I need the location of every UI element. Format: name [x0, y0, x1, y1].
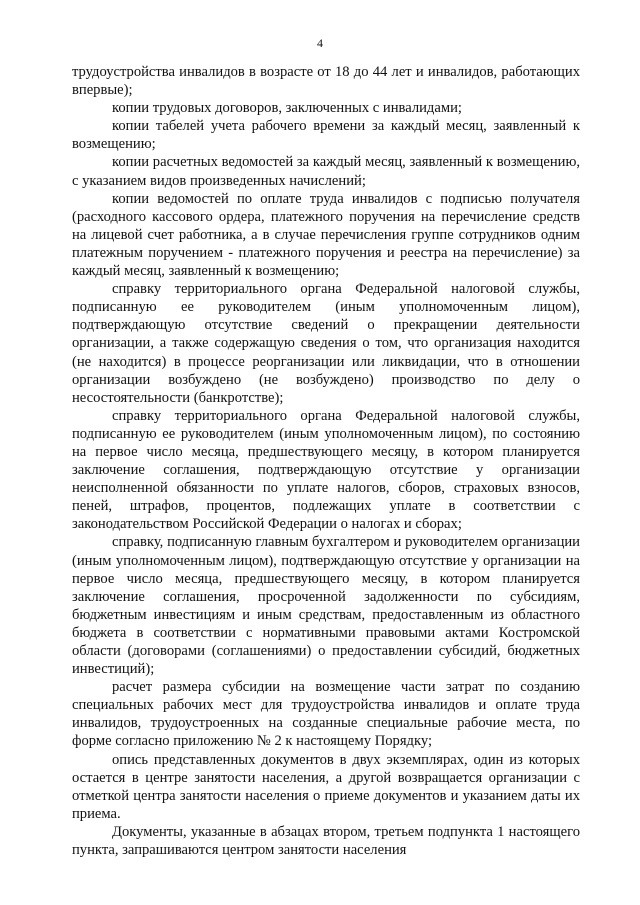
paragraph-continuation: трудоустройства инвалидов в возрасте от 18 до 44 лет и инвалидов, работающих впервые);	[72, 64, 580, 99]
paragraph-tax-certificate-activity: справку территориального органа Федеральной налоговой службы, подписанную ее руководителем (иным уполномоченным лицом), подтверждающую отсутствие сведений о прекращении деятельности организации, а также содержащую сведения о том, что организация находится (не находится) в процессе реорганизации или ликвидации, что в отношении организации возбуждено (не возбуждено) производство по делу о несостоятельности (банкротстве);	[72, 281, 580, 406]
paragraph-documents-requested: Документы, указанные в абзацах втором, третьем подпункта 1 настоящего пункта, запрашиваются центром занятости населения	[72, 823, 580, 859]
paragraph-tax-certificate-obligations: справку территориального органа Федеральной налоговой службы, подписанную ее руководителем (иным уполномоченным лицом), по состоянию на первое число месяца, предшествующего месяцу, в котором планируется заключение соглашения, подтверждающую отсутствие у организации неисполненной обязанности по уплате налогов, сборов, страховых взносов, пеней, штрафов, процентов, подлежащих уплате в соответствии с законодательством Российской Федерации о налогах и сборах;	[72, 407, 580, 533]
document-body	[72, 63, 580, 859]
paragraph-subsidy-calculation: расчет размера субсидии на возмещение части затрат по созданию специальных рабочих мест для трудоустройства инвалидов и оплате труда инвалидов, трудоустроенных на созданные специальные рабочие места, по форме согласно приложению № 2 к настоящему Порядку;	[72, 679, 580, 750]
page-number: 4	[317, 36, 323, 50]
paragraph-wage-payment-records: копии ведомостей по оплате труда инвалидов с подписью получателя (расходного кассового ордера, платежного поручения на перечисление средств на лицевой счет работника, а в случае перечисления группе сотрудников одним платежным поручением - платежного поручения и реестра на перечисление) за каждый месяц, заявленный к возмещению;	[72, 190, 580, 280]
paragraph-employment-contracts: копии трудовых договоров, заключенных с инвалидами;	[112, 100, 462, 117]
paragraph-accountant-certificate: справку, подписанную главным бухгалтером и руководителем организации (иным уполномоченным лицом), подтверждающую отсутствие у организации на первое число месяца, предшествующего месяцу, в котором планируется заключение соглашения, просроченной задолженности по субсидиям, бюджетным инвестициям и иным средствам, предоставленным из областного бюджета в соответствии с нормативными правовыми актами Костромской области (договорами (соглашениями) о предоставлении субсидий, бюджетных инвестиций);	[72, 534, 580, 678]
paragraph-document-inventory: опись представленных документов в двух экземплярах, один из которых остается в центре занятости населения, а другой возвращается организации с отметкой центра занятости населения о приеме документов и указанием даты их приема.	[72, 751, 580, 822]
paragraph-payroll-statements: копии расчетных ведомостей за каждый месяц, заявленный к возмещению, с указанием видов произведенных начислений;	[72, 154, 580, 189]
paragraph-timesheets: копии табелей учета рабочего времени за каждый месяц, заявленный к возмещению;	[72, 118, 580, 153]
